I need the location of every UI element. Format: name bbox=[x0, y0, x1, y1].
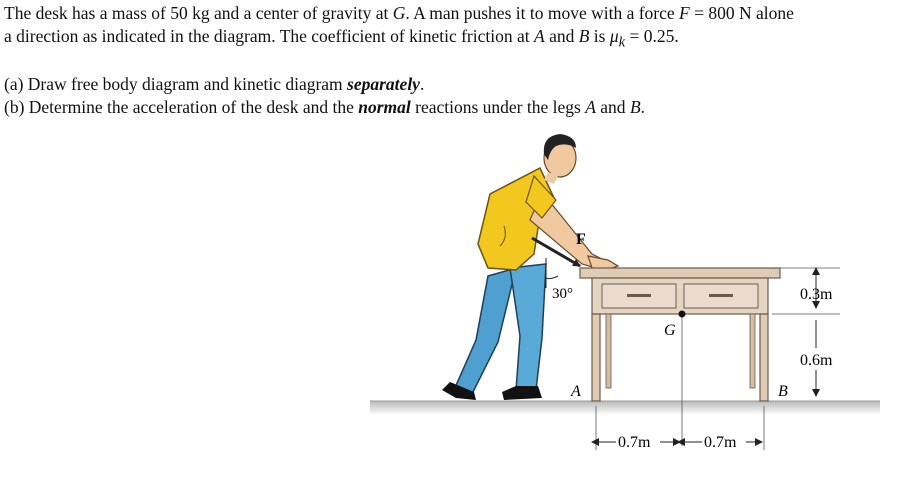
dim-height-leg-label: 0.6m bbox=[800, 352, 833, 369]
leg-b-label: B bbox=[778, 383, 788, 400]
angle-arc bbox=[546, 276, 558, 279]
symbol-a: A bbox=[585, 96, 596, 117]
problem-line-1 bbox=[4, 2, 916, 25]
symbol-k: k bbox=[618, 34, 626, 51]
text-segment: a direction as indicated in the diagram. The coefficient of kinetic friction at bbox=[4, 26, 534, 46]
text-segment: and bbox=[544, 26, 579, 46]
desk-leg-b bbox=[760, 314, 768, 401]
dim-height-top-label: 0.3m bbox=[800, 286, 833, 303]
text-segment: (a) Draw free body diagram and kinetic diagram bbox=[4, 73, 348, 94]
part-b bbox=[4, 96, 916, 119]
desk-diagram bbox=[370, 128, 890, 478]
cg-label: G bbox=[664, 322, 676, 339]
desk-leg-rear-right bbox=[750, 314, 755, 388]
symbol-f: F bbox=[679, 3, 690, 23]
desk-top bbox=[580, 268, 780, 278]
desk-leg-rear-left bbox=[606, 314, 611, 388]
text-segment: = 800 N alone bbox=[689, 3, 794, 23]
text-segment: reactions under the legs bbox=[410, 96, 586, 117]
part-a bbox=[4, 73, 916, 96]
symbol-mu: μ bbox=[609, 26, 619, 46]
symbol-g: G bbox=[392, 3, 406, 23]
text-segment: . A man pushes it to move with a force bbox=[405, 3, 680, 23]
text-segment: (b) Determine the acceleration of the desk and the bbox=[4, 96, 359, 117]
text-segment: is bbox=[589, 26, 610, 46]
dim-right-label: 0.7m bbox=[704, 434, 737, 451]
man-front-leg bbox=[510, 264, 546, 390]
drawer-right-handle bbox=[709, 294, 733, 297]
drawer-left-handle bbox=[627, 294, 651, 297]
text-segment: = 0.25. bbox=[625, 26, 679, 46]
text-segment: . bbox=[640, 96, 646, 117]
dim-left-label: 0.7m bbox=[618, 434, 651, 451]
symbol-a: A bbox=[533, 26, 545, 46]
desk-leg-a bbox=[592, 314, 600, 401]
text-segment: . bbox=[419, 73, 425, 94]
symbol-b: B bbox=[578, 26, 590, 46]
cg-point bbox=[679, 311, 686, 318]
angle-label: 30° bbox=[552, 286, 573, 302]
emphasis-separately: separately bbox=[347, 73, 420, 94]
emphasis-normal: normal bbox=[358, 96, 411, 117]
problem-line-2 bbox=[4, 25, 916, 55]
floor bbox=[370, 401, 880, 415]
man-front-shoe bbox=[502, 386, 542, 400]
symbol-b: B bbox=[629, 96, 641, 117]
text-segment: and bbox=[595, 96, 630, 117]
force-label: F bbox=[576, 231, 586, 248]
text-segment: The desk has a mass of 50 kg and a center of gravity at bbox=[4, 3, 393, 23]
leg-a-label: A bbox=[571, 383, 581, 400]
problem-statement bbox=[4, 2, 916, 119]
man-back-leg bbox=[454, 268, 516, 394]
